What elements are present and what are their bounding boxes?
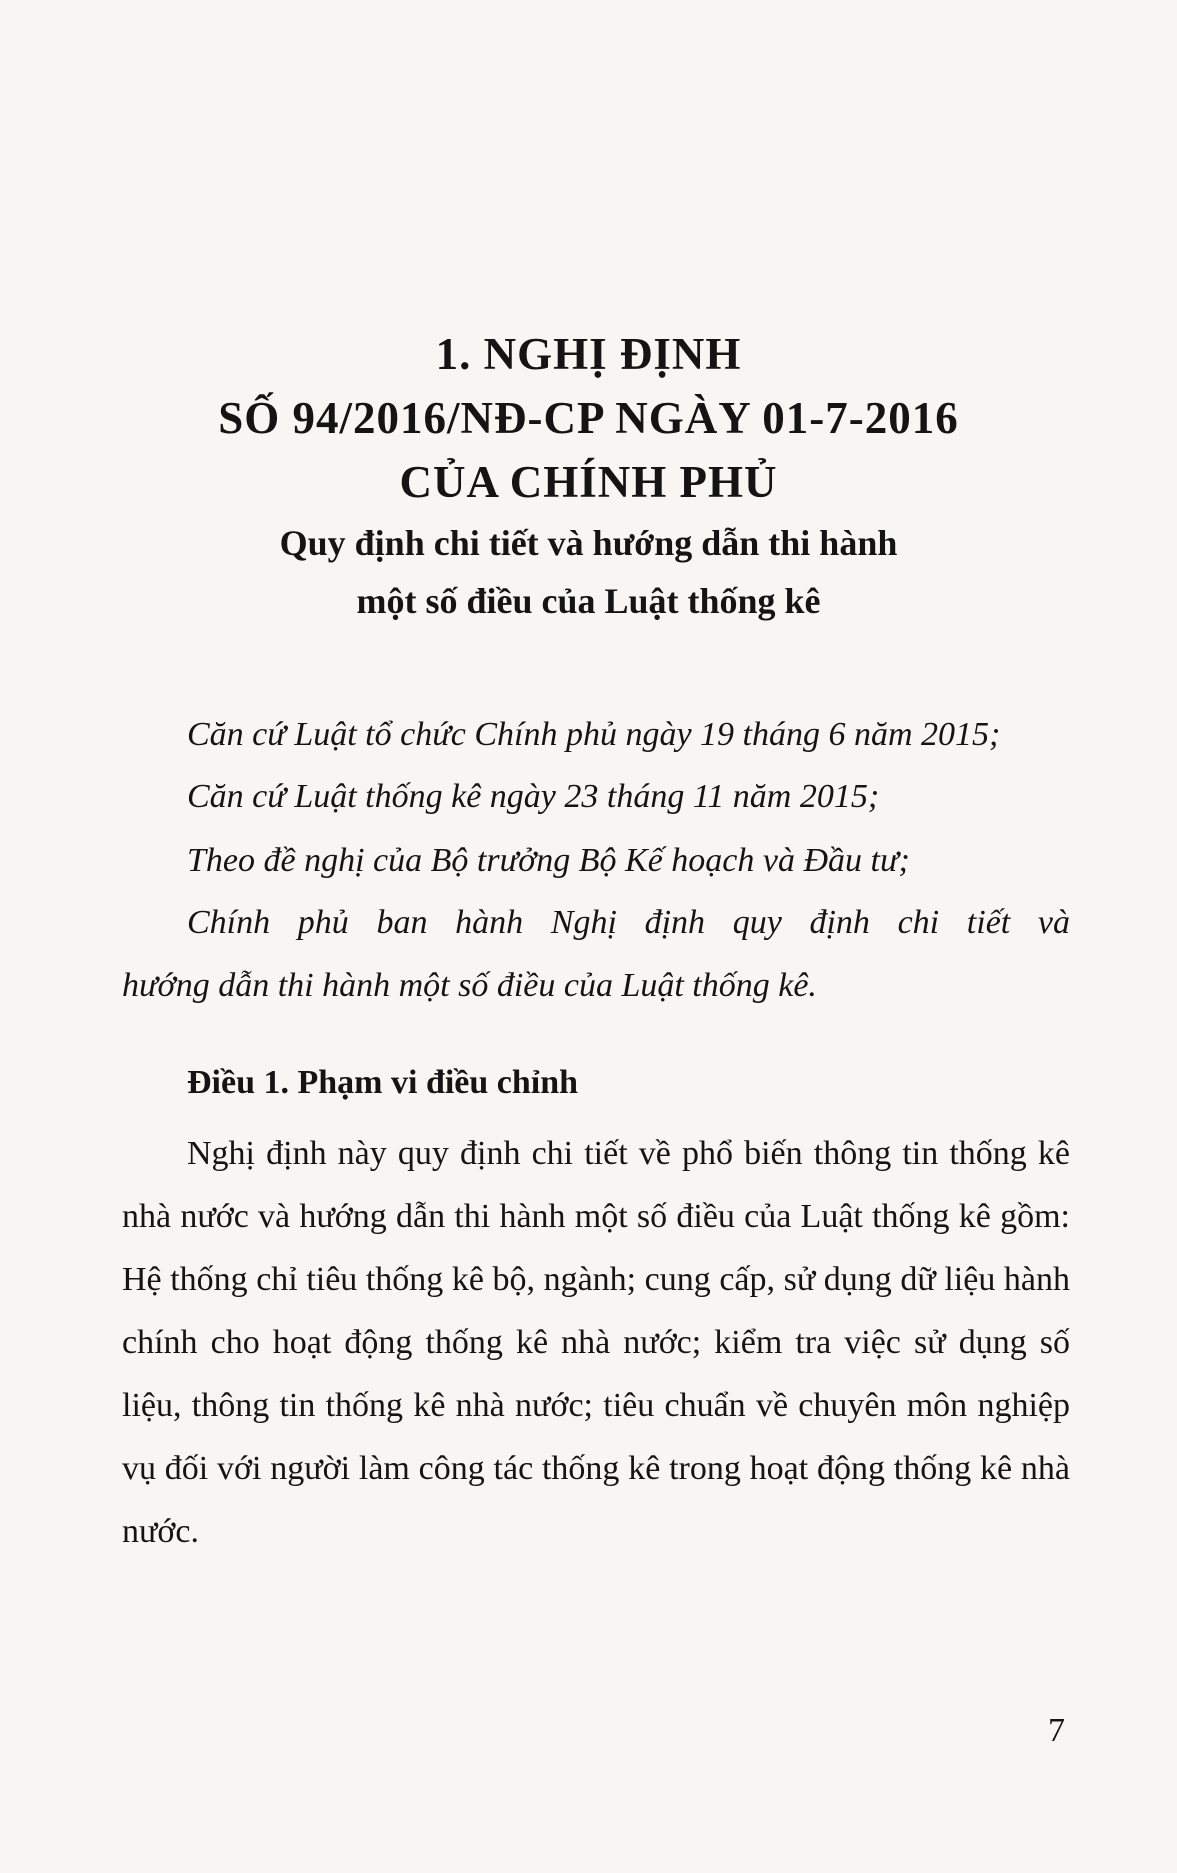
preamble-line-2: Căn cứ Luật thống kê ngày 23 tháng 11 năm 2015; bbox=[187, 778, 880, 815]
preamble-line-3: Theo đề nghị của Bộ trưởng Bộ Kế hoạch và Đầu tư; bbox=[187, 842, 910, 879]
preamble-line-5: hướng dẫn thi hành một số điều của Luật thống kê. bbox=[122, 967, 817, 1004]
preamble-line-4: Chính phủ ban hành Nghị định quy định chi tiết và bbox=[187, 904, 1070, 941]
article-1-body: Nghị định này quy định chi tiết về phổ biến thông tin thống kê nhà nước và hướng dẫn thi hành một số điều của Luật thống kê gồm: Hệ thống chỉ tiêu thống kê bộ, ngành; cung cấp, sử dụng dữ liệu hành chính cho hoạt động thống kê nhà nước; kiểm tra việc sử dụng số liệu, thông tin thống kê nhà nước; tiêu chuẩn về chuyên môn nghiệp vụ đối với người làm công tác thống kê trong hoạt động thống kê nhà nước. bbox=[122, 1135, 1070, 1550]
subtitle-line-1: Quy định chi tiết và hướng dẫn thi hành bbox=[279, 523, 898, 563]
preamble-line-1: Căn cứ Luật tổ chức Chính phủ ngày 19 tháng 6 năm 2015; bbox=[187, 716, 1001, 753]
title-line-3: CỦA CHÍNH PHỦ bbox=[399, 457, 778, 507]
title-line-1: 1. NGHỊ ĐỊNH bbox=[435, 329, 742, 379]
page-number: 7 bbox=[1048, 1712, 1065, 1749]
subtitle-line-2: một số điều của Luật thống kê bbox=[356, 581, 821, 621]
title-line-2: SỐ 94/2016/NĐ-CP NGÀY 01-7-2016 bbox=[218, 393, 959, 443]
article-1-heading: Điều 1. Phạm vi điều chỉnh bbox=[187, 1064, 579, 1101]
